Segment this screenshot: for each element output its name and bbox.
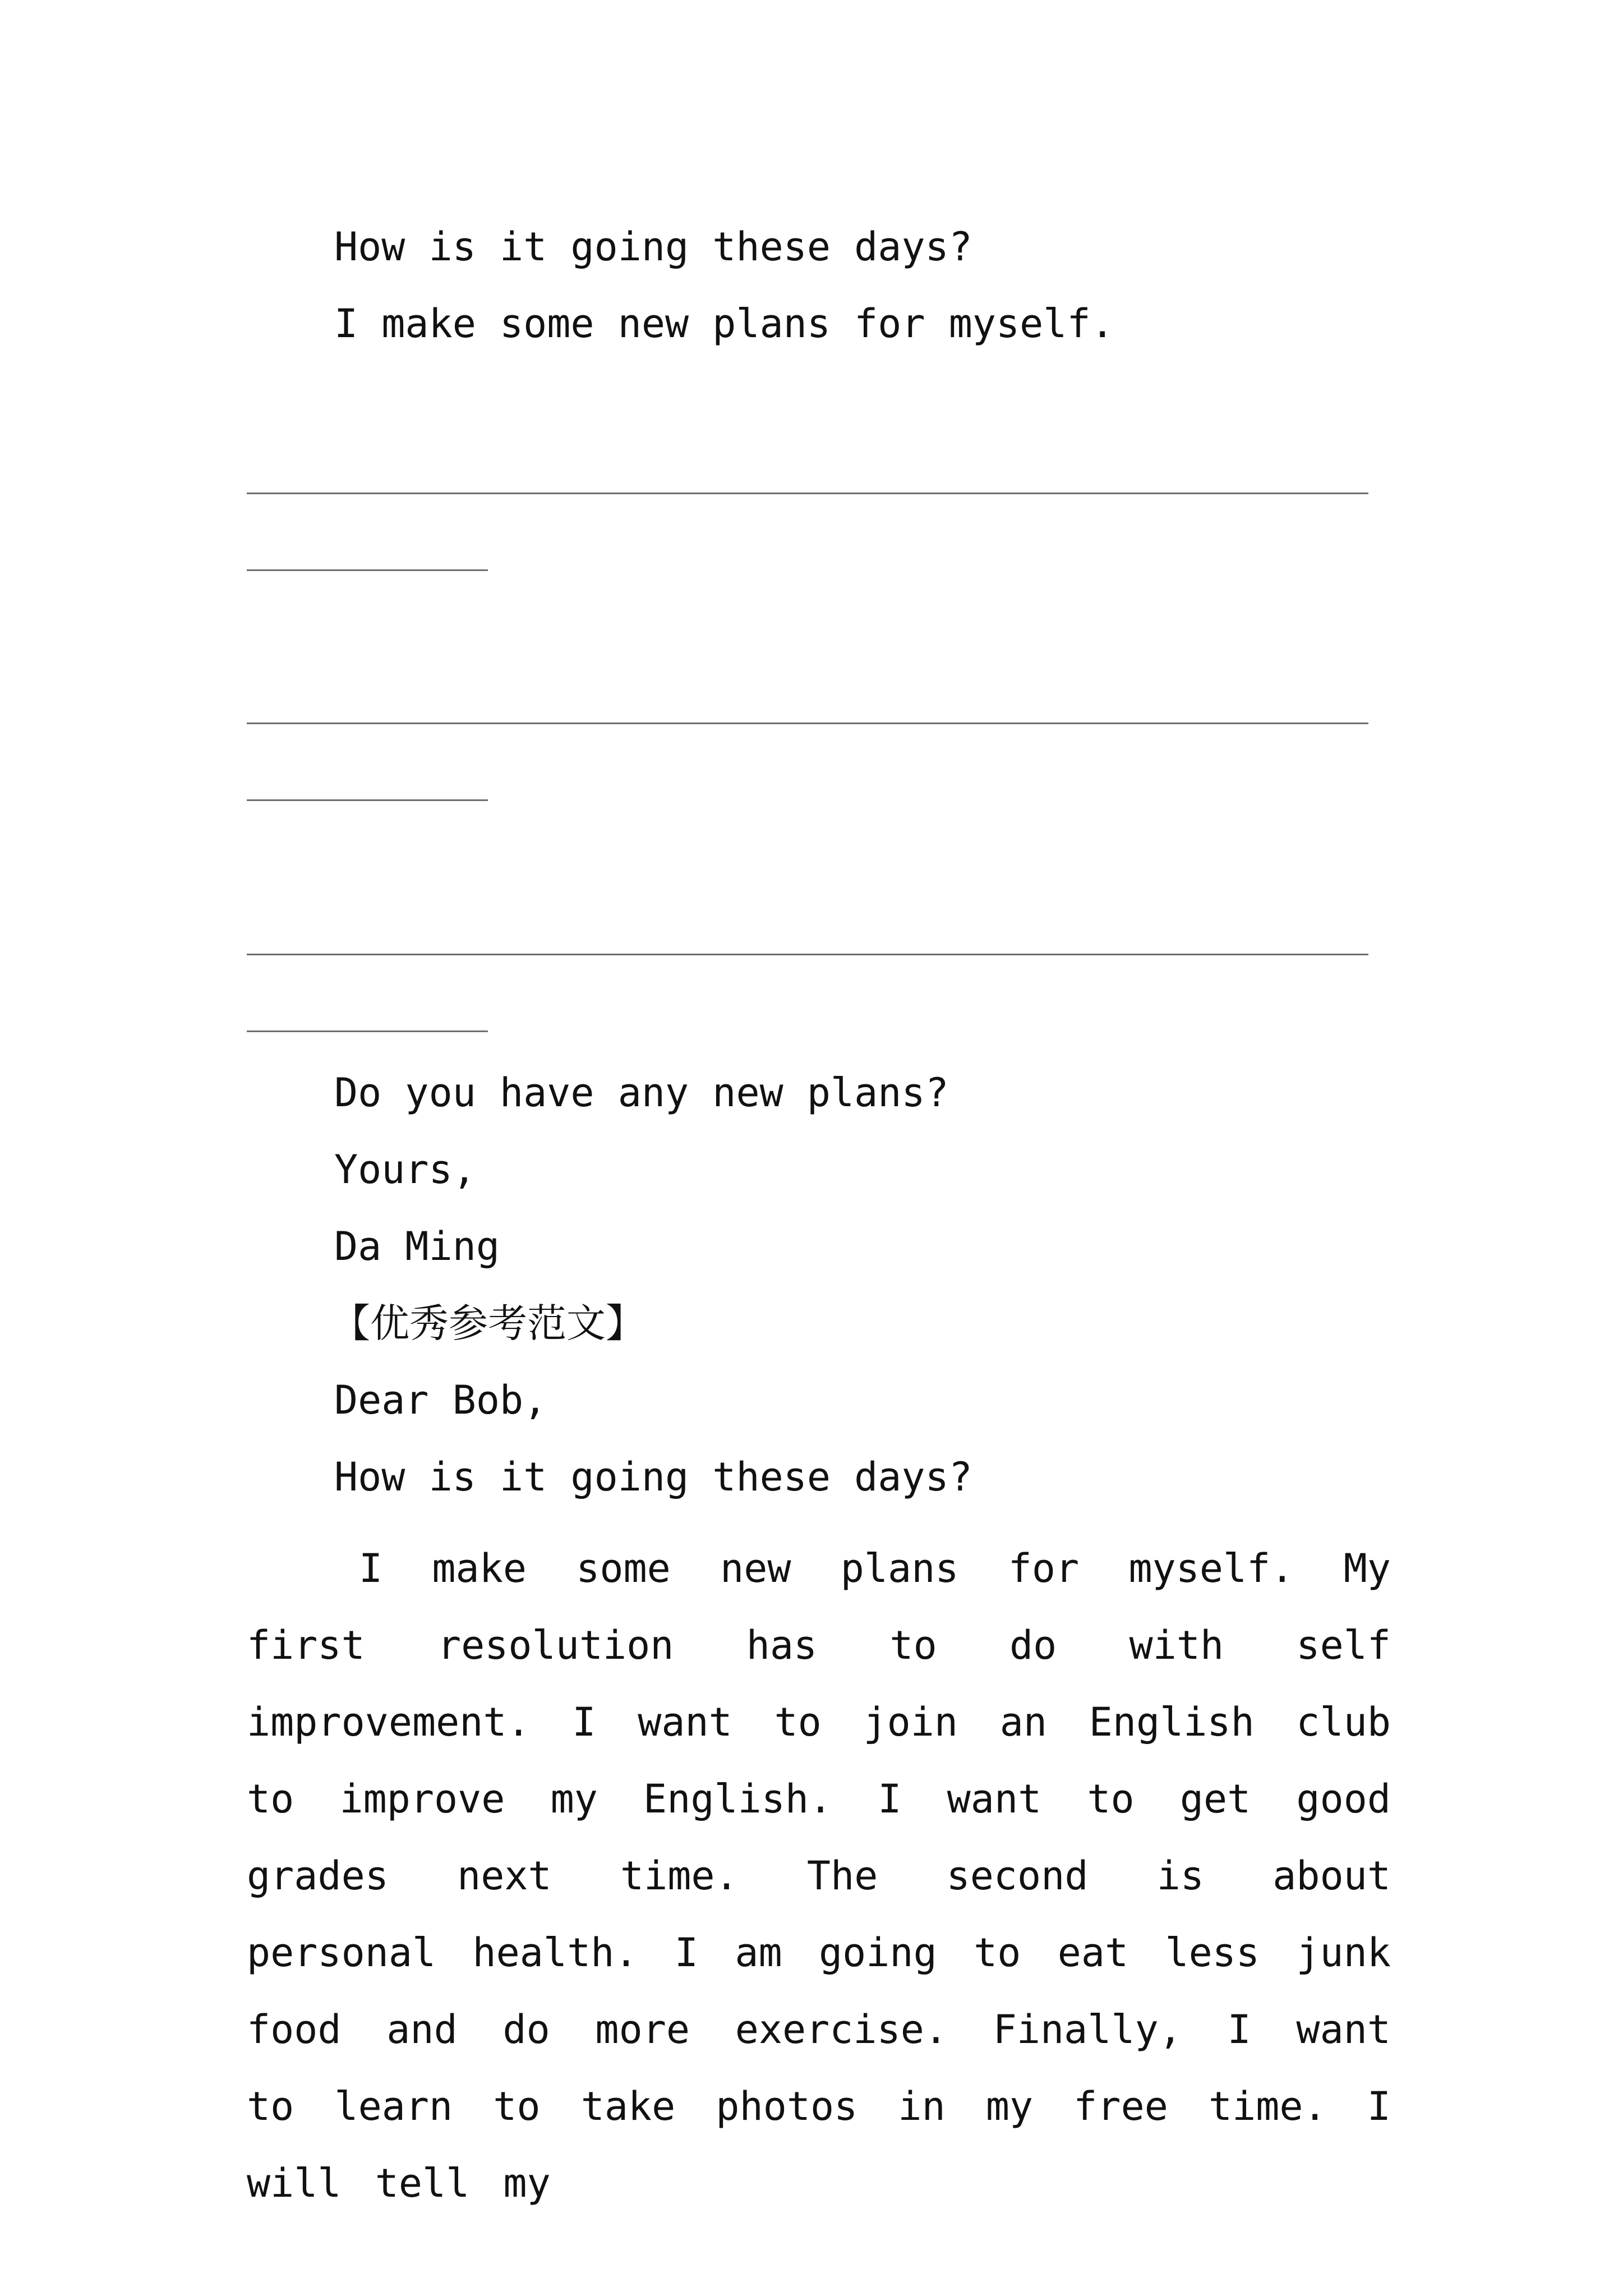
blank-answer-line <box>247 799 488 801</box>
salutation: Dear Bob, <box>334 1377 547 1423</box>
signature-line: Da Ming <box>334 1223 500 1269</box>
blank-answer-line <box>247 1030 488 1032</box>
opening-line: I make some new plans for myself. <box>334 301 1114 347</box>
blank-answer-line <box>247 954 1368 955</box>
blank-answer-line <box>247 493 1368 494</box>
sample-heading: 【优秀参考范文】 <box>331 1300 645 1346</box>
sample-body-paragraph: I make some new plans for myself. My first resolution has to do with self improvement. I want to join an English club to improve my English. I want to get good grades next time. The second is about personal health. I am going to eat less junk food and do more exercise. Finally, I want to learn to take photos in my free time. I will tell my <box>247 1545 1391 2206</box>
closing-line: Do you have any new plans? <box>334 1070 949 1116</box>
blank-answer-line <box>247 569 488 571</box>
closing-line: Yours, <box>334 1147 476 1193</box>
opening-line: How is it going these days? <box>334 224 972 270</box>
greeting-line: How is it going these days? <box>334 1454 972 1500</box>
blank-answer-line <box>247 723 1368 724</box>
